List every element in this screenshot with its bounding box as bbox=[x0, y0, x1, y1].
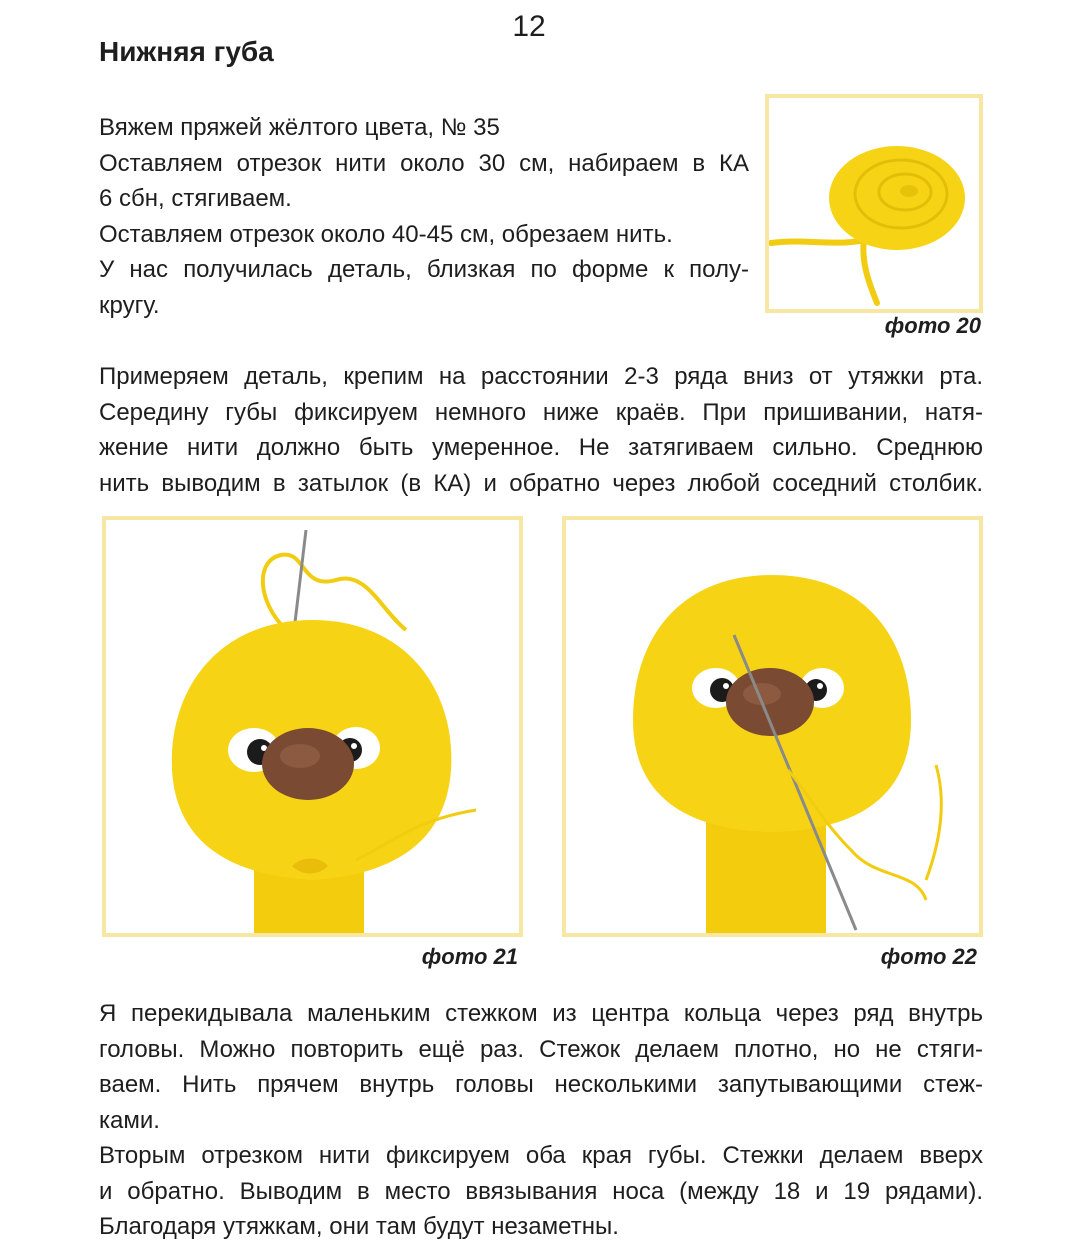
text-line: Оставляем отрезок нити около 30 см, набираем в КА bbox=[99, 149, 749, 177]
text-line: Вторым отрезком нити фиксируем оба края губы. Стежки делаем вверх bbox=[99, 1142, 983, 1169]
photo-21-duck-head bbox=[102, 516, 523, 937]
paragraph-2 bbox=[99, 359, 983, 501]
section-title: Нижняя губа bbox=[99, 36, 274, 67]
text-line: У нас получилась деталь, близкая по форме к полу- bbox=[99, 256, 749, 283]
text-line: ками. bbox=[99, 1106, 160, 1134]
duck-head-with-needle-illustration bbox=[106, 520, 519, 933]
text-line: 6 сбн, стягиваем. bbox=[99, 185, 292, 212]
crochet-lip-piece-illustration bbox=[769, 98, 979, 309]
photo-20-lip-piece bbox=[765, 94, 983, 313]
duck-head-with-needle-illustration bbox=[566, 520, 979, 933]
caption-photo-22: фото 22 bbox=[880, 944, 977, 969]
photo-22-duck-head bbox=[562, 516, 983, 937]
text-line: головы. Можно повторить ещё раз. Стежок делаем плотно, но не стяги- bbox=[99, 1035, 983, 1063]
page-number: 12 bbox=[512, 10, 546, 43]
text-line: кругу. bbox=[99, 291, 160, 319]
text-line: нить выводим в затылок (в КА) и обратно через любой соседний столбик. bbox=[99, 469, 983, 497]
text-line: Оставляем отрезок около 40-45 см, обрезаем нить. bbox=[99, 220, 673, 248]
caption-photo-20: фото 20 bbox=[884, 313, 981, 338]
text-line: ваем. Нить прячем внутрь головы несколькими запутывающими стеж- bbox=[99, 1071, 983, 1098]
text-line: и обратно. Выводим в место ввязывания носа (между 18 и 19 рядами). bbox=[99, 1177, 983, 1205]
text-line: Вяжем пряжей жёлтого цвета, № 35 bbox=[99, 114, 500, 141]
text-line: жение нити должно быть умеренное. Не затягиваем сильно. Среднюю bbox=[99, 434, 983, 461]
paragraph-3 bbox=[99, 996, 983, 1245]
text-line: Я перекидывала маленьким стежком из центра кольца через ряд внутрь bbox=[99, 1000, 983, 1027]
text-line: Благодаря утяжкам, они там будут незаметны. bbox=[99, 1213, 619, 1240]
caption-photo-21: фото 21 bbox=[421, 944, 518, 969]
text-line: Середину губы фиксируем немного ниже краёв. При пришивании, натя- bbox=[99, 398, 983, 426]
paragraph-1 bbox=[99, 110, 749, 323]
text-line: Примеряем деталь, крепим на расстоянии 2-3 ряда вниз от утяжки рта. bbox=[99, 363, 983, 390]
